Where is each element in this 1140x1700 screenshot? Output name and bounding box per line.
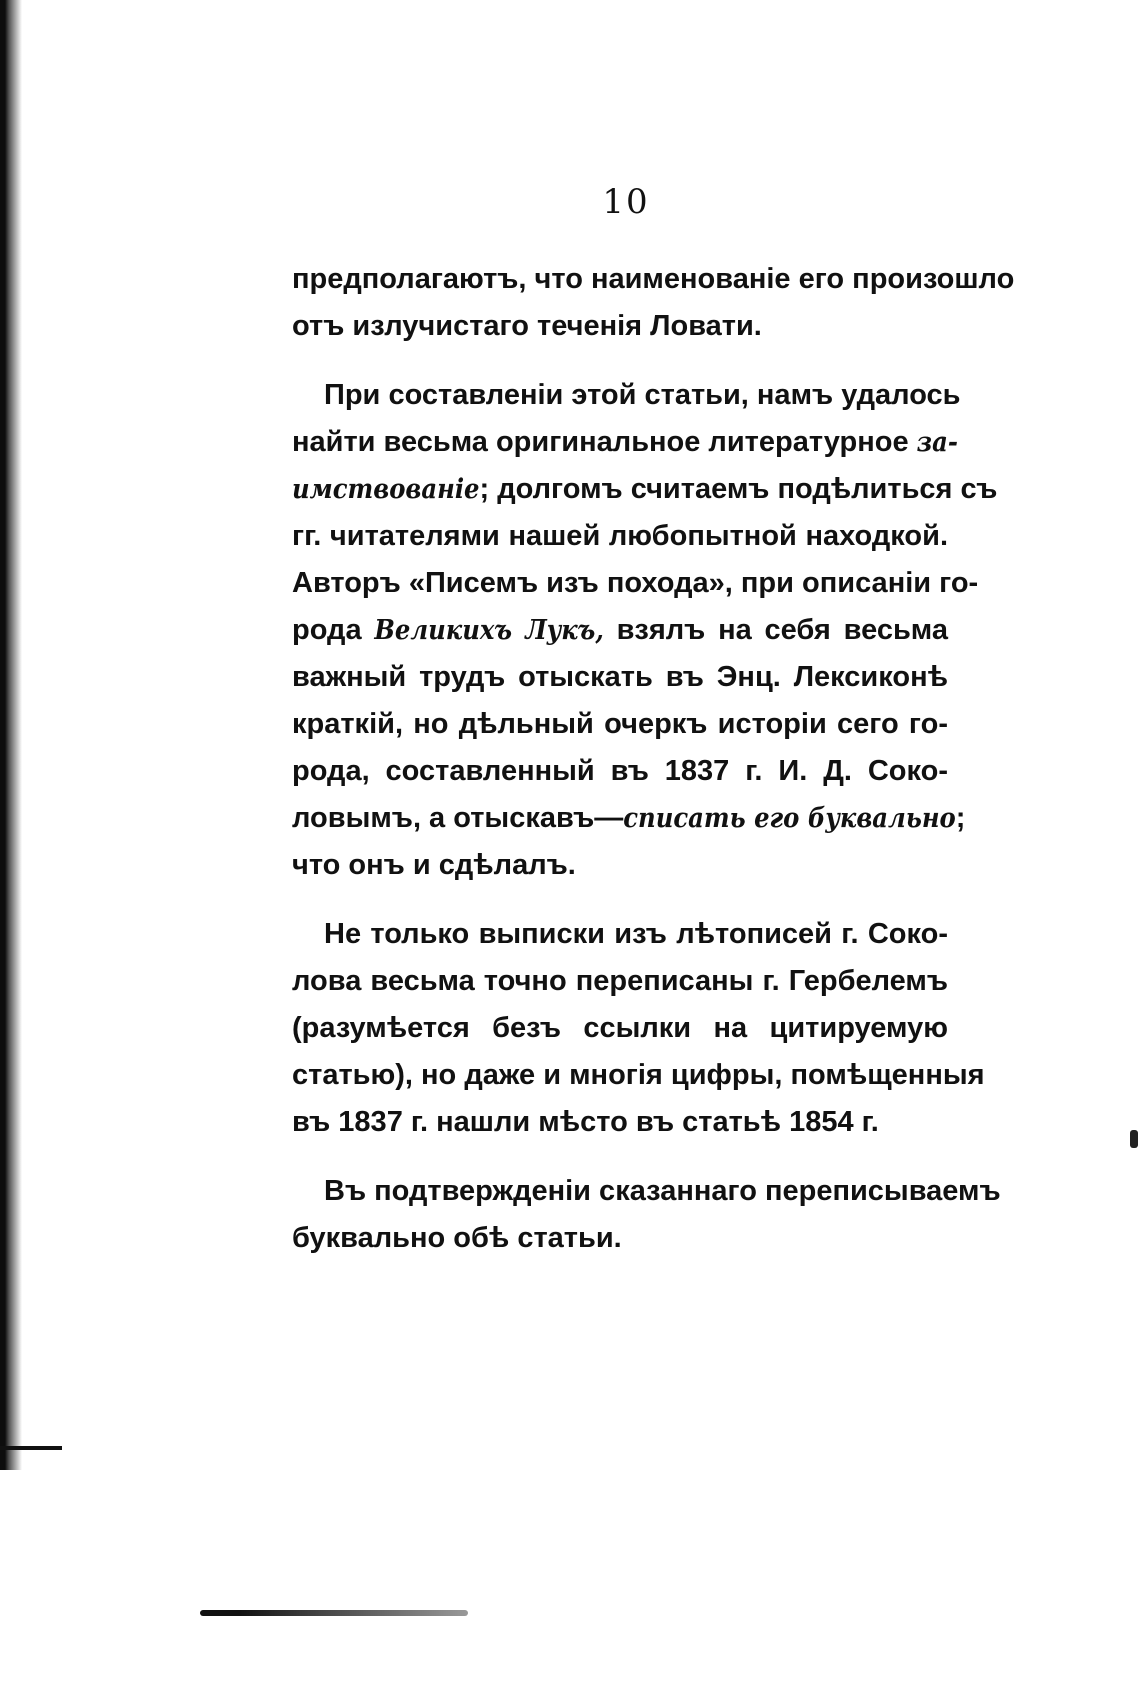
scan-edge-left-foot [0, 1446, 62, 1450]
text-line: ловымъ, а отыскавъ—списать его буквально; [292, 802, 966, 834]
text-line: предполагаютъ, что наименованіе его произошло [292, 263, 1015, 295]
text-line: найти весьма оригинальное литературное за- [292, 426, 959, 458]
paragraph [292, 911, 985, 1146]
paragraph-gap [292, 1146, 948, 1168]
paragraph [292, 1168, 1001, 1262]
paragraph-gap [292, 889, 948, 911]
text-line: лова весьма точно переписаны г. Гербелемъ [292, 965, 948, 997]
text-line: Въ подтвержденіи сказаннаго переписываемъ [324, 1175, 1001, 1207]
text-line: Авторъ «Писемъ изъ похода», при описаніи го- [292, 567, 979, 599]
text-line: имствованіе; долгомъ считаемъ подѣлиться съ [292, 473, 998, 505]
text-line: важный трудъ отыскать въ Энц. Лексиконѣ [292, 661, 948, 693]
italic-text: имствованіе [292, 474, 480, 505]
italic-text: за- [916, 427, 959, 458]
text-line: статью), но даже и многія цифры, помѣщенныя [292, 1059, 985, 1091]
text-line: отъ излучистаго теченія Ловати. [292, 310, 762, 342]
text-line: Не только выписки изъ лѣтописей г. Соко- [324, 918, 948, 950]
text-line: рода Великихъ Лукъ, взялъ на себя весьма [292, 614, 948, 646]
page-number: 10 [602, 182, 650, 222]
body-text [292, 256, 1015, 1262]
italic-text: Великихъ Лукъ, [374, 615, 604, 646]
text-line: гг. читателями нашей любопытной находкой. [292, 520, 948, 552]
paragraph [292, 256, 1015, 350]
text-line: въ 1837 г. нашли мѣсто въ статьѣ 1854 г. [292, 1106, 879, 1138]
text-line: что онъ и сдѣлалъ. [292, 849, 576, 881]
text-line: При составленіи этой статьи, намъ удалось [324, 379, 961, 411]
text-line: (разумѣется безъ ссылки на цитируемую [292, 1012, 948, 1044]
scan-edge-right-mark [1130, 1130, 1138, 1148]
italic-text: списать его буквально [623, 803, 956, 834]
paragraph [292, 372, 998, 889]
paragraph-gap [292, 350, 948, 372]
text-line: краткій, но дѣльный очеркъ исторіи сего го- [292, 708, 948, 740]
text-line: буквально обѣ статьи. [292, 1222, 622, 1254]
scan-edge-bottom-mark [200, 1610, 468, 1616]
text-line: рода, составленный въ 1837 г. И. Д. Соко- [292, 755, 948, 787]
